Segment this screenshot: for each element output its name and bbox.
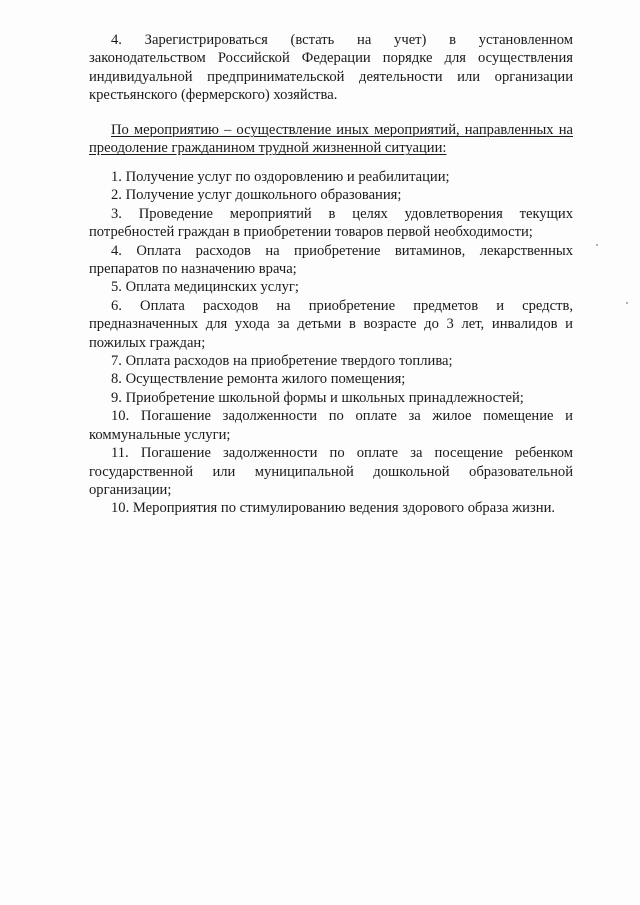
list-item: 7. Оплата расходов на приобретение твердого топлива; <box>111 353 453 370</box>
section-heading: По мероприятию – осуществление иных мероприятий, направленных на преодоление гражданином трудной жизненной ситуации: <box>89 122 573 157</box>
list-item: 10. Погашение задолженности по оплате за жилое помещение и коммунальные услуги; <box>89 408 573 443</box>
list-item: 3. Проведение мероприятий в целях удовлетворения текущих потребностей граждан в приобретении товаров первой необходимости; <box>89 205 573 241</box>
list-item: 8. Осуществление ремонта жилого помещения; <box>111 371 406 388</box>
list-item: 5. Оплата медицинских услуг; <box>111 279 299 296</box>
scan-speck <box>626 302 628 304</box>
list-item: 2. Получение услуг дошкольного образования; <box>111 187 402 204</box>
section-heading-block <box>89 121 573 158</box>
list-item: 4. Оплата расходов на приобретение витаминов, лекарственных препаратов по назначению врача; <box>89 242 573 278</box>
measures-list <box>89 168 573 518</box>
list-item: 9. Приобретение школьной формы и школьных принадлежностей; <box>111 389 524 406</box>
list-item: 1. Получение услуг по оздоровлению и реабилитации; <box>111 169 450 185</box>
list-item: 10. Мероприятия по стимулированию ведения здорового образа жизни. <box>111 500 556 517</box>
list-item: 6. Оплата расходов на приобретение предметов и средств, предназначенных для ухода за детьми в возрасте до 3 лет, инвалидов и пожилых граждан; <box>89 297 573 351</box>
intro-paragraph: 4. Зарегистрироваться (встать на учет) в установленном законодательством Российской Федерации порядке для осуществления индивидуальной предпринимательской деятельности или организации крестьянского (фермерского) хозяйства. <box>89 32 573 104</box>
intro-section <box>89 31 573 105</box>
scan-speck <box>596 244 598 246</box>
list-item: 11. Погашение задолженности по оплате за посещение ребенком государственной или муниципальной дошкольной образовательной организации; <box>89 445 573 498</box>
